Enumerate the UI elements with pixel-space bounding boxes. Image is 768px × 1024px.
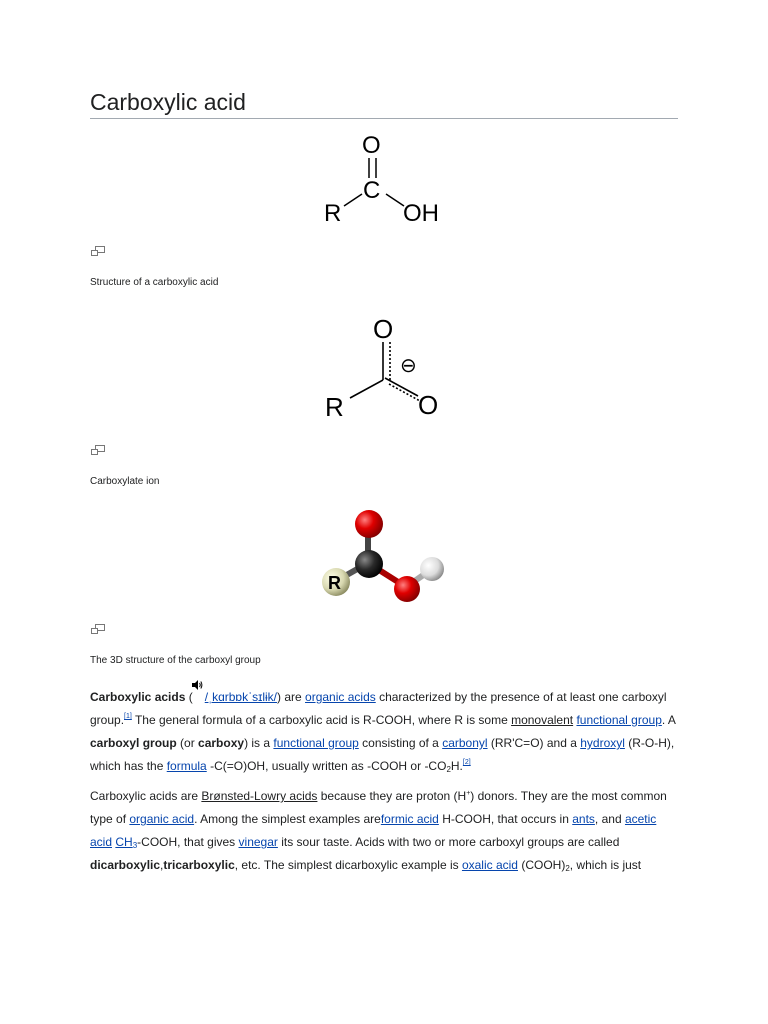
- acids-paragraph: Carboxylic acids are Brønsted-Lowry acids because they are proton (H+) donors. They are the most common type of organic acid. Among the simplest examples areformic acid H-COOH, that occurs in ants, and acetic acid $CH_3$-COOH, that gives vinegar its sour taste. Acids with two or more carboxyl groups are called dicarboxylic,tricarboxylic, etc. The simplest dicarboxylic example is oxalic acid $(COOH)_2$, which is just: [90, 789, 667, 873]
- term-carboxyl-group: carboxyl group: [90, 736, 177, 750]
- enlarge-icon[interactable]: [91, 624, 105, 634]
- figure-caption: The 3D structure of the carboxyl group: [90, 655, 261, 666]
- charge-symbol: ⊖: [400, 355, 417, 377]
- link-carbonyl[interactable]: carbonyl: [442, 736, 488, 750]
- bronsted-lowry-term[interactable]: Brønsted-Lowry acids: [201, 789, 318, 803]
- link-ants[interactable]: ants: [572, 812, 595, 826]
- intro-paragraph: Carboxylic acids ( /ˌkɑrbɒkˈsɪlɨk/) are organic acids characterized by the presence of at least one carboxyl group.[1] The general formula of a carboxylic acid is R-COOH, where R is some monovalent functional group. A carboxyl group (or carboxy) is a functional group consisting of a carbonyl (RR'C=O) and a hydroxyl (R-O-H), which has the formula -C(=O)OH, usually written as -COOH or $-CO_2H.[2]$: [90, 690, 676, 774]
- pronunciation-link[interactable]: /ˌkɑrbɒkˈsɪlɨk/: [204, 690, 278, 704]
- page-title: Carboxylic acid: [90, 88, 678, 119]
- atom-o-top: O: [373, 314, 394, 344]
- term-carboxy: carboxy: [198, 736, 245, 750]
- monovalent-term[interactable]: monovalent: [511, 713, 574, 727]
- carboxyl-3d-model: [0, 505, 768, 605]
- enlarge-icon[interactable]: [91, 246, 105, 256]
- link-functional-group[interactable]: functional group: [576, 713, 662, 727]
- term-tricarboxylic: tricarboxylic: [163, 858, 235, 872]
- link-hydroxyl[interactable]: hydroxyl: [580, 736, 625, 750]
- atom-o-top: O: [362, 132, 381, 159]
- figure-caption: Carboxylate ion: [90, 476, 160, 487]
- term-dicarboxylic: dicarboxylic: [90, 858, 161, 872]
- atom-oh: OH: [403, 200, 439, 227]
- reference-2[interactable]: [2]: [462, 759, 471, 766]
- link-organic-acid[interactable]: organic acid: [129, 812, 195, 826]
- figure-caption: Structure of a carboxylic acid: [90, 277, 219, 288]
- atom-r: R: [325, 392, 344, 422]
- atom-r: R: [324, 200, 342, 227]
- atom-c: C: [363, 177, 381, 204]
- link-oxalic-acid[interactable]: oxalic acid: [461, 858, 518, 872]
- reference-1[interactable]: [1]: [124, 713, 132, 720]
- link-organic-acids[interactable]: organic acids: [305, 690, 376, 704]
- carboxylic-acid-structure: [0, 128, 768, 233]
- link-acetic-acid[interactable]: acetic acid: [90, 812, 657, 849]
- link-formic-acid[interactable]: formic acid: [380, 812, 439, 826]
- enlarge-icon[interactable]: [91, 445, 105, 455]
- link-ch3[interactable]: $CH_3$: [115, 835, 138, 850]
- term-carboxylic-acids: Carboxylic acids: [90, 690, 186, 704]
- atom-r-label: R: [328, 573, 341, 593]
- carboxylate-ion-structure: [0, 310, 768, 425]
- link-functional-group-2[interactable]: functional group: [273, 736, 359, 750]
- link-formula[interactable]: formula: [166, 759, 207, 773]
- link-vinegar[interactable]: vinegar: [238, 835, 278, 849]
- atom-o-right: O: [418, 390, 439, 420]
